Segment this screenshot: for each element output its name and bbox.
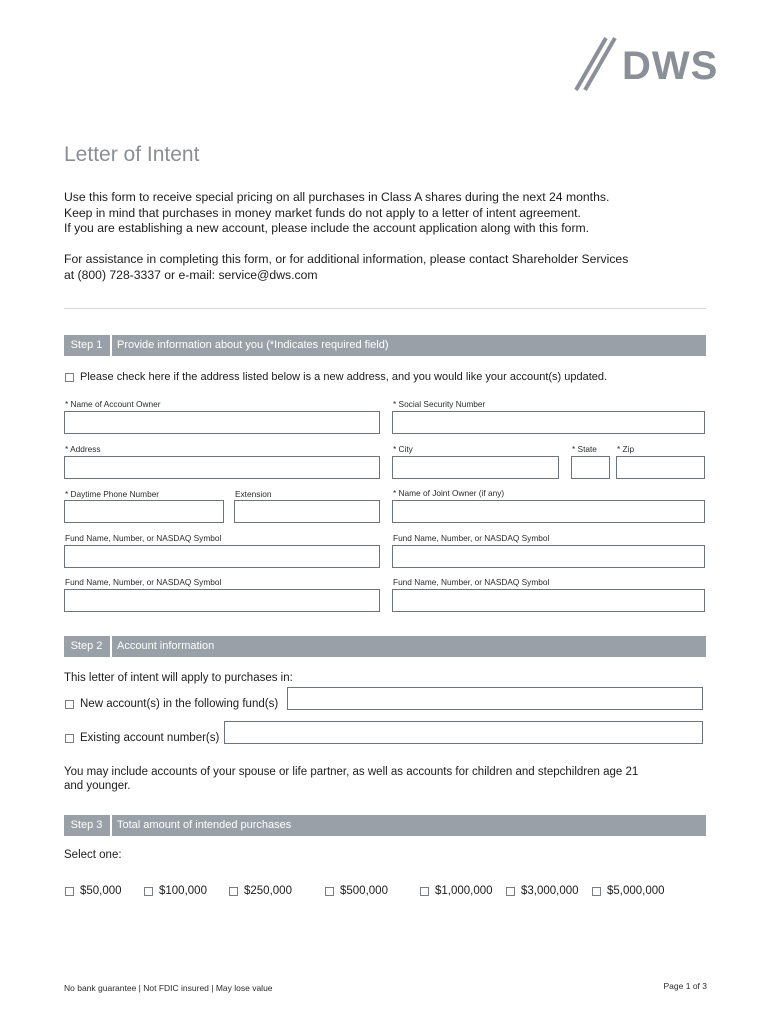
extension-field[interactable] xyxy=(234,500,380,523)
existing-accounts-checkbox[interactable] xyxy=(65,734,74,743)
state-label: * State xyxy=(572,444,597,454)
page-number: Page 1 of 3 xyxy=(663,981,707,991)
step1-header xyxy=(64,335,706,356)
existing-accounts-field[interactable] xyxy=(224,721,703,744)
address-label: * Address xyxy=(65,444,101,454)
eligibility-note-1: You may include accounts of your spouse or life partner, as well as accounts for children and stepchildren age 21 xyxy=(64,766,639,778)
intro-line-5: at (800) 728-3337 or e-mail: service@dws.com xyxy=(64,267,318,282)
section-divider xyxy=(64,308,706,309)
step2-header xyxy=(64,636,706,657)
amount-50000-label: $50,000 xyxy=(80,885,122,897)
fund-label-4: Fund Name, Number, or NASDAQ Symbol xyxy=(393,577,550,587)
ssn-label: * Social Security Number xyxy=(393,399,486,409)
page-title: Letter of Intent xyxy=(64,143,200,166)
amount-1000000-checkbox[interactable] xyxy=(420,887,429,896)
step3-header xyxy=(64,815,706,836)
zip-field[interactable] xyxy=(616,456,705,479)
amount-250000-checkbox[interactable] xyxy=(229,887,238,896)
step3-number: Step 3 xyxy=(70,819,103,831)
step2-number: Step 2 xyxy=(70,640,103,652)
phone-label: * Daytime Phone Number xyxy=(65,489,160,499)
fund-field-1[interactable] xyxy=(64,545,380,568)
joint-owner-field[interactable] xyxy=(392,500,705,523)
step1-separator xyxy=(110,335,112,356)
address-field[interactable] xyxy=(64,456,380,479)
owner-name-field[interactable] xyxy=(64,411,380,434)
intro-line-4: For assistance in completing this form, or for additional information, please contact Shareholder Services xyxy=(64,252,629,266)
new-address-checkbox[interactable] xyxy=(65,373,74,382)
eligibility-note-2: and younger. xyxy=(64,780,131,792)
dws-logo-text: DWS xyxy=(622,44,719,88)
dws-logo xyxy=(572,34,732,94)
amount-100000-checkbox[interactable] xyxy=(144,887,153,896)
step2-label: Account information xyxy=(117,640,215,652)
phone-field[interactable] xyxy=(64,500,224,523)
fund-label-1: Fund Name, Number, or NASDAQ Symbol xyxy=(65,533,222,543)
amount-500000-label: $500,000 xyxy=(340,885,388,897)
fund-label-2: Fund Name, Number, or NASDAQ Symbol xyxy=(393,533,550,543)
amount-100000-label: $100,000 xyxy=(159,885,207,897)
ssn-field[interactable] xyxy=(392,411,705,434)
amount-500000-checkbox[interactable] xyxy=(325,887,334,896)
fund-field-2[interactable] xyxy=(392,545,705,568)
intro-line-3: If you are establishing a new account, please include the account application along with this form. xyxy=(64,221,590,235)
new-accounts-field[interactable] xyxy=(287,687,703,710)
fund-field-4[interactable] xyxy=(392,589,705,612)
amount-250000-label: $250,000 xyxy=(244,885,292,897)
zip-label: * Zip xyxy=(617,444,635,454)
amount-3000000-label: $3,000,000 xyxy=(521,885,579,897)
intro-line-1: Use this form to receive special pricing on all purchases in Class A shares during the next 24 months. xyxy=(64,190,610,204)
step3-label: Total amount of intended purchases xyxy=(117,819,292,831)
amount-5000000-checkbox[interactable] xyxy=(592,887,601,896)
step1-number: Step 1 xyxy=(70,339,103,351)
new-accounts-checkbox[interactable] xyxy=(65,700,74,709)
footer-disclaimer: No bank guarantee | Not FDIC insured | May lose value xyxy=(64,983,273,993)
existing-accounts-label: Existing account number(s) xyxy=(80,732,220,744)
step1-label: Provide information about you (*Indicates required field) xyxy=(117,339,389,351)
city-field[interactable] xyxy=(392,456,559,479)
select-one-text: Select one: xyxy=(64,849,122,861)
joint-owner-label: * Name of Joint Owner (if any) xyxy=(393,488,505,498)
fund-field-3[interactable] xyxy=(64,589,380,612)
intro-line-2: Keep in mind that purchases in money market funds do not apply to a letter of intent agreement. xyxy=(64,205,581,220)
city-label: * City xyxy=(393,444,413,454)
amount-50000-checkbox[interactable] xyxy=(65,887,74,896)
amount-5000000-label: $5,000,000 xyxy=(607,885,665,897)
state-field[interactable] xyxy=(571,456,610,479)
amount-3000000-checkbox[interactable] xyxy=(506,887,515,896)
step2-separator xyxy=(110,636,112,657)
fund-label-3: Fund Name, Number, or NASDAQ Symbol xyxy=(65,577,222,587)
new-accounts-label: New account(s) in the following fund(s) xyxy=(80,698,279,710)
step3-separator xyxy=(110,815,112,836)
owner-name-label: * Name of Account Owner xyxy=(65,399,161,409)
amount-1000000-label: $1,000,000 xyxy=(435,885,493,897)
extension-label: Extension xyxy=(235,489,272,499)
new-address-label: Please check here if the address listed below is a new address, and you would like your account(s) updated. xyxy=(80,371,608,383)
applies-text: This letter of intent will apply to purchases in: xyxy=(64,672,293,684)
